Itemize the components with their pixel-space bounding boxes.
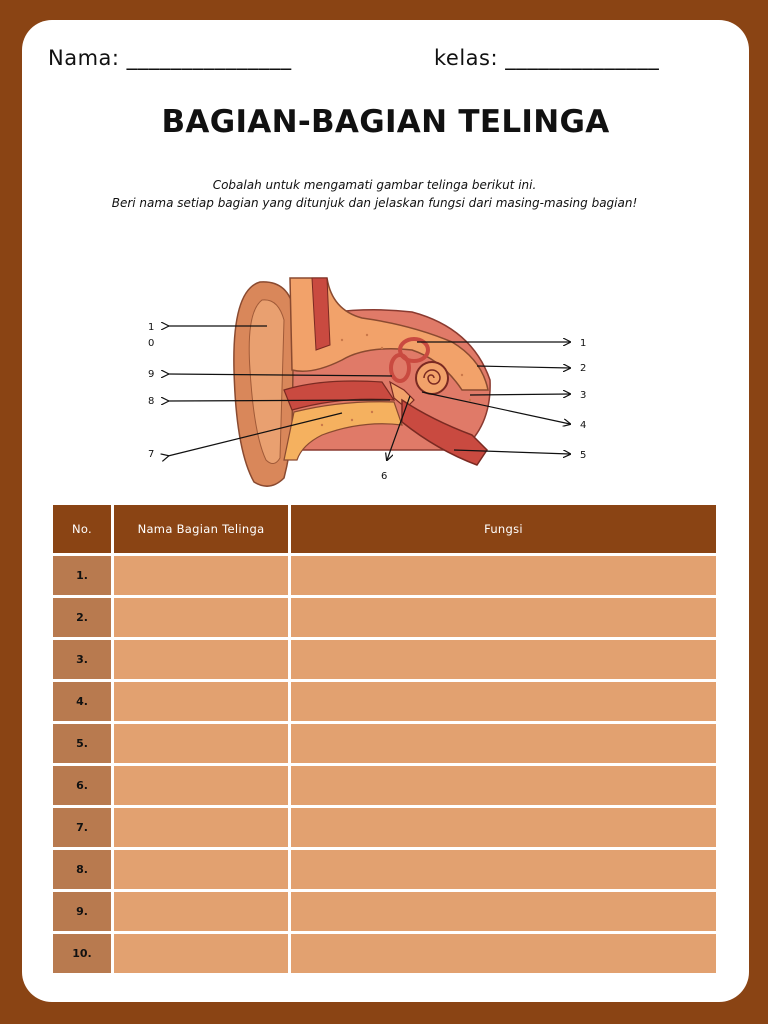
class-label: kelas:: [434, 46, 499, 70]
part-name-cell[interactable]: [114, 598, 288, 637]
row-number: 2.: [53, 598, 111, 637]
label-9: 9: [148, 369, 155, 380]
function-cell[interactable]: [291, 766, 716, 805]
label-8: 8: [148, 396, 155, 407]
part-name-cell[interactable]: [114, 808, 288, 847]
worksheet: [22, 20, 749, 1002]
part-name-cell[interactable]: [114, 850, 288, 889]
label-2: 2: [580, 363, 587, 374]
header-function: Fungsi: [291, 505, 716, 553]
function-cell[interactable]: [291, 598, 716, 637]
label-4: 4: [580, 420, 587, 431]
header-part-name: Nama Bagian Telinga: [114, 505, 288, 553]
part-name-cell[interactable]: [114, 724, 288, 763]
name-label: Nama:: [48, 46, 120, 70]
row-number: 1.: [53, 556, 111, 595]
part-name-cell[interactable]: [114, 556, 288, 595]
label-7: 7: [148, 449, 155, 460]
part-name-cell[interactable]: [114, 892, 288, 931]
part-name-cell[interactable]: [114, 682, 288, 721]
class-line: ______________: [505, 46, 660, 70]
name-line: _______________: [126, 46, 292, 70]
row-number: 7.: [53, 808, 111, 847]
instruction-line-1: Cobalah untuk mengamati gambar telinga berikut ini.: [212, 178, 537, 192]
header-no: No.: [53, 505, 111, 553]
answer-table: [53, 505, 716, 976]
table-row: [53, 850, 716, 889]
function-cell[interactable]: [291, 934, 716, 973]
table-row: [53, 640, 716, 679]
function-cell[interactable]: [291, 808, 716, 847]
row-number: 10.: [53, 934, 111, 973]
table-row: [53, 724, 716, 763]
name-field[interactable]: [48, 46, 292, 70]
label-10b: 0: [148, 338, 155, 349]
row-number: 5.: [53, 724, 111, 763]
row-number: 9.: [53, 892, 111, 931]
label-3: 3: [580, 390, 587, 401]
row-number: 4.: [53, 682, 111, 721]
ear-illustration: [234, 278, 490, 486]
label-1: 1: [580, 338, 587, 349]
row-number: 6.: [53, 766, 111, 805]
label-10a: 1: [148, 322, 155, 333]
cochlea: [416, 362, 448, 394]
table-body: [53, 556, 716, 973]
row-number: 8.: [53, 850, 111, 889]
label-5: 5: [580, 450, 587, 461]
ear-diagram: [22, 250, 749, 495]
function-cell[interactable]: [291, 892, 716, 931]
table-row: [53, 892, 716, 931]
table-row: [53, 766, 716, 805]
table-row: [53, 598, 716, 637]
pointer-2: [477, 366, 570, 368]
table-row: [53, 934, 716, 973]
table-header-row: [53, 505, 716, 553]
row-number: 3.: [53, 640, 111, 679]
class-field[interactable]: [434, 46, 659, 70]
function-cell[interactable]: [291, 556, 716, 595]
function-cell[interactable]: [291, 640, 716, 679]
part-name-cell[interactable]: [114, 766, 288, 805]
part-name-cell[interactable]: [114, 640, 288, 679]
table-row: [53, 682, 716, 721]
label-6: 6: [381, 471, 388, 482]
table-row: [53, 808, 716, 847]
instruction-line-2: Beri nama setiap bagian yang ditunjuk dan jelaskan fungsi dari masing-masing bagian!: [111, 196, 638, 210]
table-row: [53, 556, 716, 595]
function-cell[interactable]: [291, 850, 716, 889]
page-title: BAGIAN-BAGIAN TELINGA: [161, 104, 610, 140]
part-name-cell[interactable]: [114, 934, 288, 973]
function-cell[interactable]: [291, 682, 716, 721]
function-cell[interactable]: [291, 724, 716, 763]
